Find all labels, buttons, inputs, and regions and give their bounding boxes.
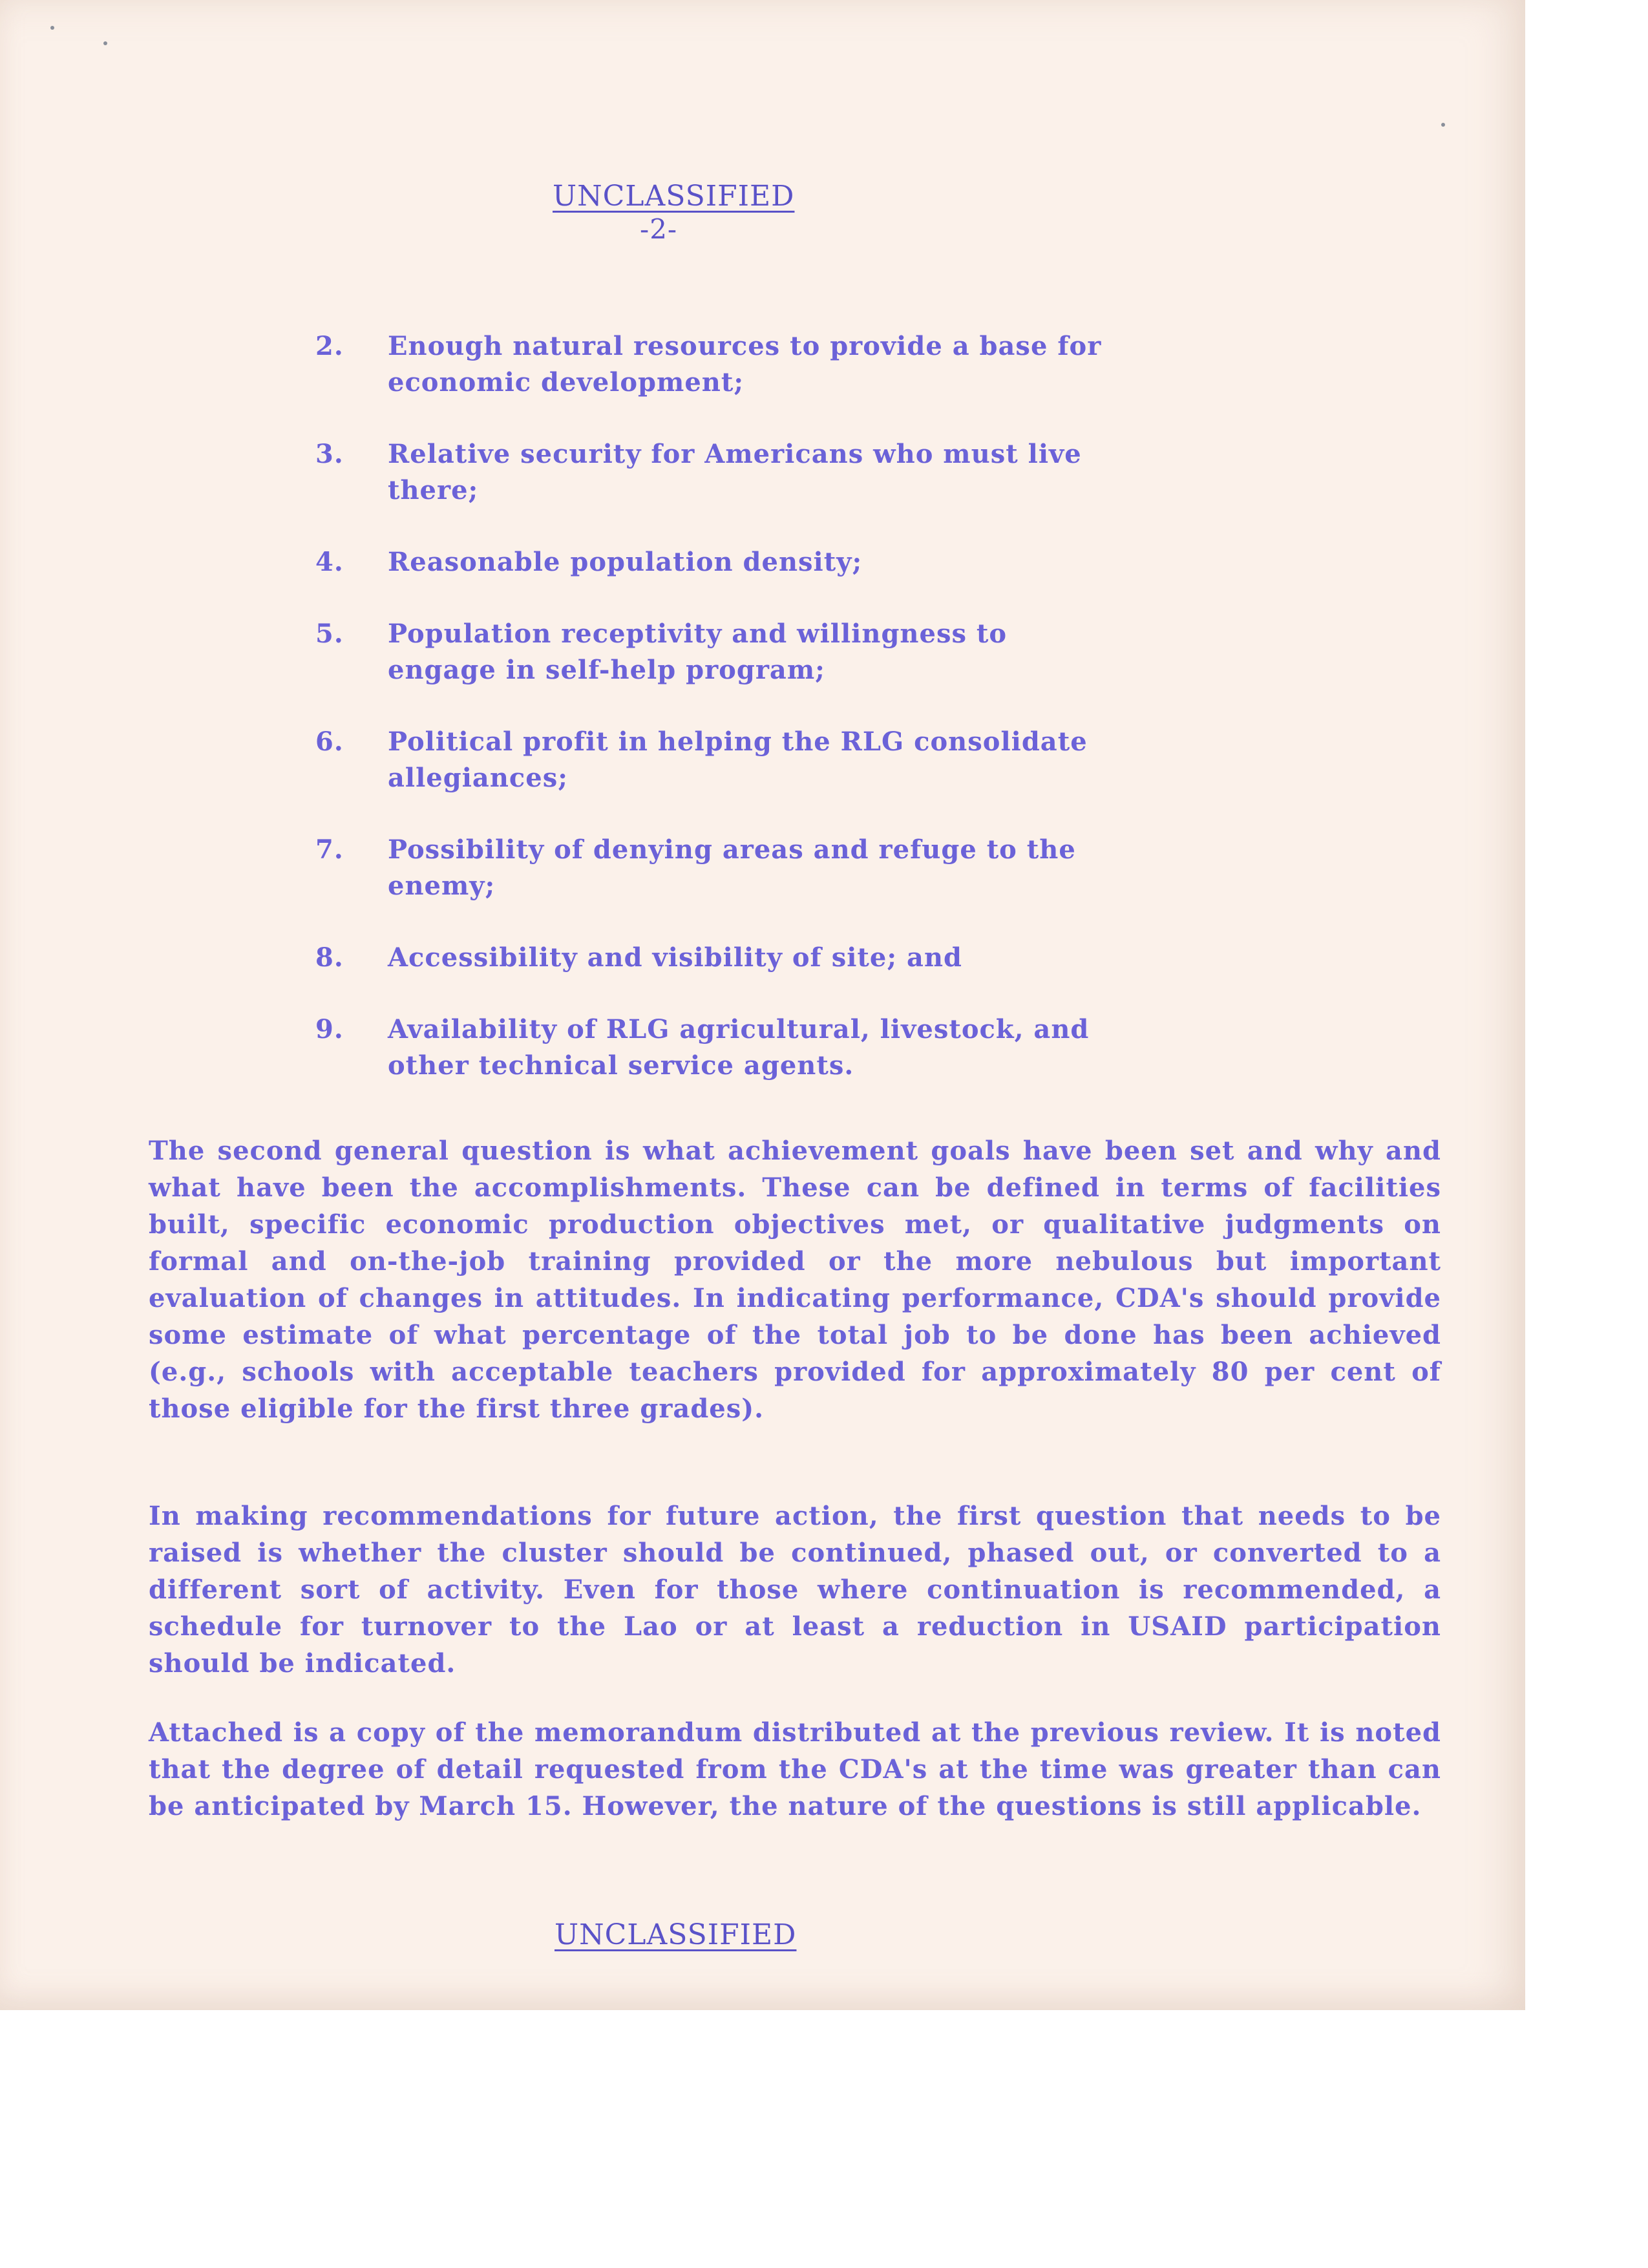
list-item-text: Enough natural resources to provide a base for economic development; — [388, 331, 1102, 397]
footer-classification: UNCLASSIFIED — [555, 1918, 797, 1951]
list-item-number: 8. — [315, 942, 344, 973]
list-item — [315, 328, 1220, 401]
paper-speck — [1441, 123, 1445, 127]
list-item-number: 7. — [315, 834, 344, 865]
criteria-list — [315, 328, 1220, 1119]
paragraph-achievement-goals: The second general question is what achievement goals have been set and why and what have been the accomplishments. These can be defined in terms of facilities built, specific economic production objectives met, or qualitative judgments on formal and on-the-job training provided or the more nebulous but important evaluation of changes in attitudes. In indicating performance, CDA's should provide some estimate of what percentage of the total job to be done has been achieved (e.g., schools with acceptable teachers provided for approximately 80 per cent of those eligible for the first three grades). — [149, 1136, 1441, 1424]
page-number: -2- — [640, 213, 678, 245]
list-item — [315, 436, 1220, 509]
list-item-number: 5. — [315, 619, 344, 649]
list-item-text: Population receptivity and willingness to engage in self-help program; — [388, 619, 1008, 685]
list-item — [315, 544, 1220, 580]
list-item-text: Political profit in helping the RLG consolidate allegiances; — [388, 726, 1088, 793]
list-item — [315, 724, 1220, 796]
list-item — [315, 1012, 1220, 1084]
list-item-text: Reasonable population density; — [388, 547, 863, 577]
list-item-number: 2. — [315, 331, 344, 361]
paragraph-recommendations: In making recommendations for future action, the first question that needs to be raised is whether the cluster should be continued, phased out, or converted to a different sort of activity. Even for those where continuation is recommended, a schedule for turnover to the Lao or at least a reduction in USAID participation should be indicated. — [149, 1501, 1441, 1679]
list-item-number: 4. — [315, 547, 344, 577]
list-item-number: 3. — [315, 439, 344, 469]
paper-speck — [50, 26, 54, 30]
list-item — [315, 616, 1220, 688]
paragraph-attached-memo: Attached is a copy of the memorandum distributed at the previous review. It is noted that the degree of detail requested from the CDA's at the time was greater than can be anticipated by March 15. However, the nature of the questions is still applicable. — [149, 1717, 1441, 1821]
paper-speck — [103, 41, 107, 45]
list-item-text: Possibility of denying areas and refuge to the enemy; — [388, 834, 1076, 901]
list-item-text: Accessibility and visibility of site; and — [388, 942, 962, 973]
list-item-number: 6. — [315, 726, 344, 757]
list-item — [315, 832, 1220, 904]
list-item-text: Relative security for Americans who must live there; — [388, 439, 1082, 505]
list-item — [315, 940, 1220, 976]
list-item-number: 9. — [315, 1014, 344, 1044]
header-classification: UNCLASSIFIED — [553, 180, 795, 213]
list-item-text: Availability of RLG agricultural, livestock, and other technical service agents. — [388, 1014, 1090, 1081]
